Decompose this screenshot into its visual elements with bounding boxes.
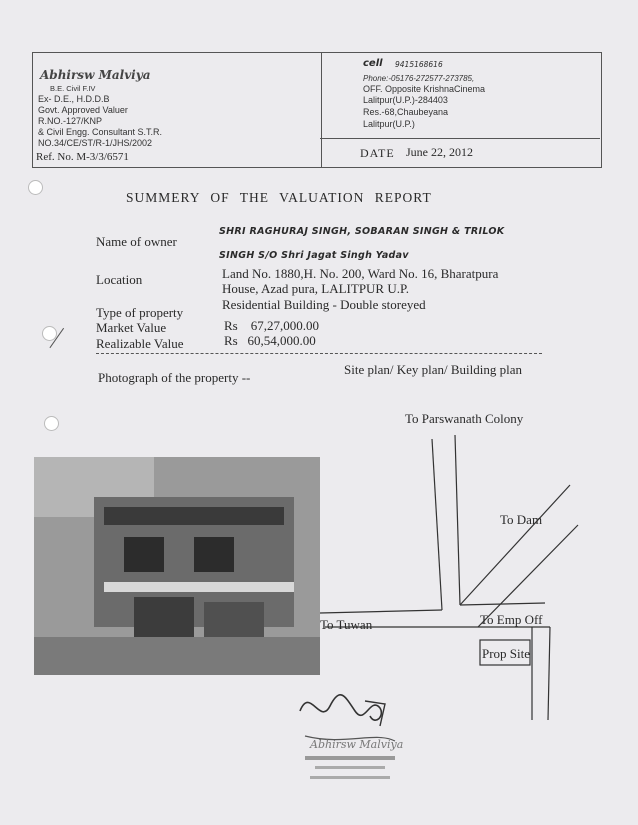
date-divider — [320, 138, 600, 139]
reference-number: Ref. No. M-3/3/6571 — [36, 151, 129, 163]
property-type-value: Residential Building - Double storeyed — [222, 297, 426, 312]
valuer-line3: R.NO.-127/KNP — [38, 116, 103, 126]
punch-hole — [44, 416, 59, 431]
map-label-emp-off: To Emp Off — [480, 612, 543, 627]
plan-label: Site plan/ Key plan/ Building plan — [344, 362, 523, 377]
realizable-value-label: Realizable Value — [96, 336, 184, 351]
residence-city: Lalitpur(U.P.) — [363, 119, 415, 129]
cell-number: 9415168616 — [395, 60, 443, 69]
valuer-line2: Govt. Approved Valuer — [38, 105, 128, 115]
owner-name-line1: SHRI RAGHURAJ SINGH, SOBARAN SINGH & TRILOK — [219, 226, 505, 237]
property-photo-image — [34, 457, 320, 675]
residence-address: Res.-68,Chaubeyana — [363, 107, 449, 117]
owner-label: Name of owner — [96, 234, 177, 249]
valuer-line1: Ex- D.E., H.D.D.B — [38, 94, 110, 104]
property-type-label: Type of property — [96, 305, 184, 320]
market-value-label: Market Value — [96, 320, 167, 335]
map-label-prop-site: Prop Site — [482, 646, 531, 661]
section-divider — [96, 353, 542, 354]
site-plan-map — [320, 395, 580, 725]
valuer-degree: B.E. Civil F.IV — [50, 84, 96, 93]
valuer-line4: & Civil Engg. Consultant S.T.R. — [38, 127, 163, 137]
location-line1: Land No. 1880,H. No. 200, Ward No. 16, Bharatpura — [222, 266, 499, 281]
report-title: SUMMERY OF THE VALUATION REPORT — [126, 190, 432, 205]
office-address: OFF. Opposite KrishnaCinema — [363, 84, 486, 94]
market-value: Rs 67,27,000.00 — [224, 318, 319, 333]
valuer-line5: NO.34/CE/ST/R-1/JHS/2002 — [38, 138, 153, 148]
property-photo — [34, 457, 320, 675]
signature-stamp — [285, 686, 505, 796]
cell-label: cell — [363, 58, 383, 69]
valuer-name: Abhirsw Malviya — [40, 68, 151, 82]
location-line2: House, Azad pura, LALITPUR U.P. — [222, 281, 410, 296]
phone-numbers: Phone:-05176-272577-273785, — [363, 74, 475, 83]
map-label-parswanath: To Parswanath Colony — [405, 411, 524, 426]
map-label-dam: To Dam — [500, 512, 543, 527]
realizable-value: Rs 60,54,000.00 — [224, 333, 316, 348]
date-value: June 22, 2012 — [406, 145, 473, 159]
location-label: Location — [96, 272, 143, 287]
date-label: DATE — [360, 146, 395, 160]
signature-text: Abhirsw Malviya — [310, 738, 404, 751]
office-city: Lalitpur(U.P.)-284403 — [363, 95, 448, 105]
punch-hole — [28, 180, 43, 195]
photo-label: Photograph of the property -- — [98, 370, 251, 385]
owner-name-line2: SINGH S/O Shri Jagat Singh Yadav — [219, 250, 409, 261]
map-label-tuwan: To Tuwan — [320, 617, 373, 632]
